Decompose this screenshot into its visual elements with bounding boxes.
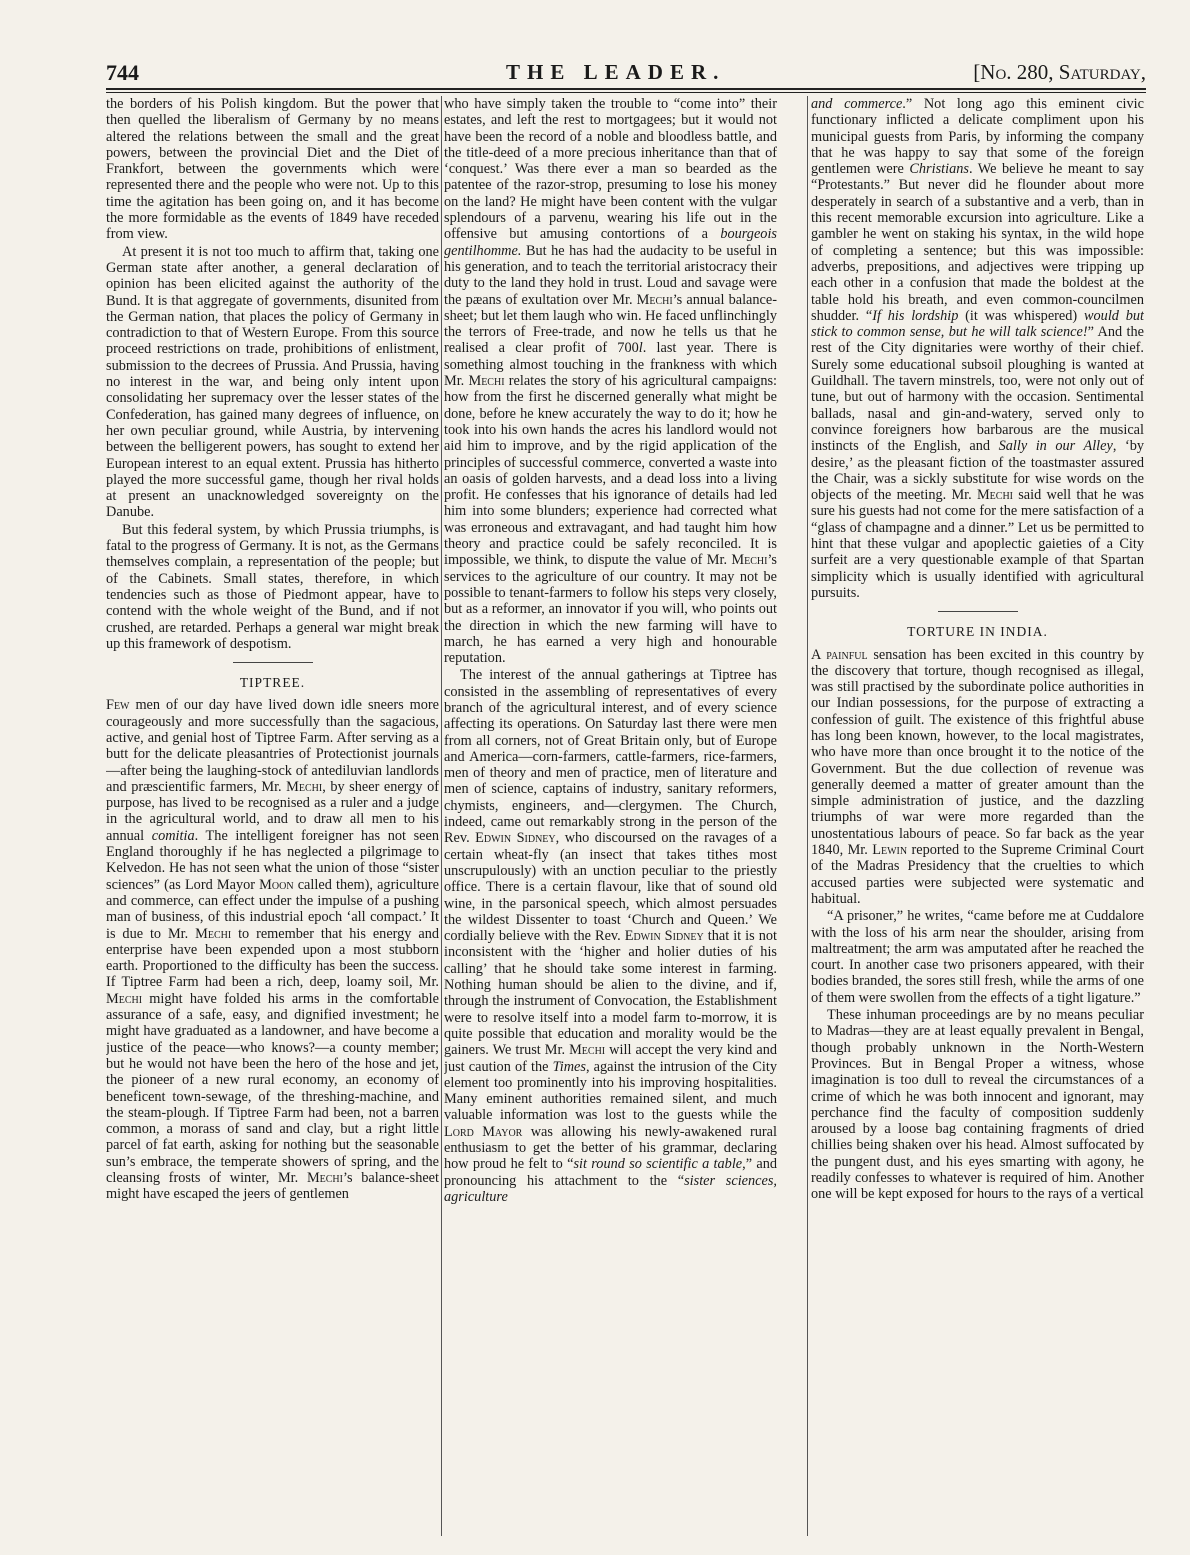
text-run: . last year. There is something almost touching in the frankness with which Mr. [444, 340, 777, 390]
italic-term: Christians [909, 161, 969, 178]
text-run: to remember that his energy and enterprise have been expended upon a most stubborn earth. Proportioned to the difficulty has been the success. If Tiptree Farm had been a rich, deep, loamy soil, Mr. [106, 925, 439, 991]
paragraph [811, 96, 1144, 601]
name-sidney: Edwin Sidney [475, 830, 556, 847]
header-rule-thin [106, 92, 1146, 93]
paragraph: At present it is not too much to affirm that, taking one German state after another, a general declaration of opinion has been elicited against the authority of the Bund. It is that aggregate of governments, disunited from the German nation, that places the policy of Germany in contradiction to that of Western Europe. From this source proceed restrictions on trade, prohibitions of enlistment, submission to the decrees of Prussia. And Prussia, having no interest in the war, and being only intent upon consolidating her supremacy over the lesser states of the Confederation, has gained many degrees of influence, on her own peculiar ground, while Austria, by intervening between the belligerent powers, has sought to extend her European interest to an equal extent. Prussia has hitherto played the more successful game, though her rival holds at present an unacknowledged sovereignty on the Danube. [106, 243, 439, 521]
name-sidney: Edwin Sidney [624, 928, 704, 945]
text-run: who have simply taken the trouble to “come into” their estates, and left the rest to mortgagees; but it would not have been the record of a noble and bloodless battle, and the title-deed of a more precious inheritance than that of ‘conquest.’ Was there ever a man so bearded as the patentee of the razor-strop, presuming to lose his money on the land? He might have been content with the vulgar splendours of a parvenu, wearing his life out in the offensive but amusing contortions of a [444, 96, 777, 243]
italic-term: sister sciences, agriculture [444, 1172, 777, 1205]
italic-term: would but stick to common sense, but he will talk science! [811, 307, 1144, 341]
text-run: ,” and pronouncing his attachment to the “ [444, 1156, 777, 1189]
italic-term: and commerce [811, 96, 903, 112]
issue-line: [No. 280, Saturday, [973, 60, 1146, 84]
page-number: 744 [106, 60, 139, 85]
paragraph [106, 697, 439, 1202]
name-mechi: Mechi [306, 1170, 343, 1186]
text-run: ’s balance-sheet might have escaped the jeers of gentlemen [106, 1170, 439, 1203]
italic-term: Times [552, 1058, 586, 1075]
name-mechi: Mechi [569, 1042, 606, 1059]
text-run: reported to the Supreme Criminal Court of the Madras Presidency that the cruelties to which accused parties were subjected were systematic and habitual. [811, 842, 1144, 907]
text-run: that it is not inconsistent with the ‘higher and holier duties of his calling’ that he should take some interest in farming. Nothing human should be alien to the divine, and if, through the instrument of Convocation, the Establishment were to resolve itself into a model farm to-morrow, it is quite possible that education and morality would be the gainers. We trust Mr. [444, 928, 777, 1059]
paragraph: These inhuman proceedings are by no means peculiar to Madras—they are at least equally prevalent in Bengal, though probably unknown in the North-Western Provinces. But in Bengal Proper a witness, whose imagination is too dull to reveal the circumstances of a crime of which he was both innocent and ignorant, may perchance find the faculty of composition suddenly aroused by a loose bag containing fragments of dried chillies being shaken over his head. Almost suffocated by the pungent dust, and his eyes smarting with agony, he readily confesses to whatever is required of him. Another one will be kept exposed for hours to the rays of a vertical [811, 1007, 1144, 1203]
header-rule [106, 88, 1146, 90]
section-rule [938, 611, 1018, 612]
name-lewin: Lewin [872, 842, 908, 859]
italic-term: l [638, 340, 643, 357]
text-run: But he has had the audacity to be useful in his generation, and to teach the territorial aristocracy their duty to the land they hold in trust. Loud and savage were the pæans of exultation over Mr. [444, 242, 777, 308]
lead-word: A painful [811, 646, 868, 663]
paragraph [444, 667, 777, 1205]
name-mechi: Mechi [636, 291, 673, 308]
section-rule [233, 662, 313, 663]
newspaper-title: THE LEADER. [506, 60, 726, 84]
text-run: . The intelligent foreigner has not seen England thoroughly if he has neglected a pilgrimage to Kelvedon. He has not seen what the union of those “sister sciences” (as Lord Mayor [106, 827, 439, 893]
text-run: ’s services to the agriculture of our country. It may not be possible to tenant-farmers to follow his steps very closely, but as a reformer, an innovator if you will, who points out the direction in which the new farming will have to march, he has earned a very high and honourable reputation. [444, 552, 777, 667]
text-run: called them), agriculture and commerce, can effect under the impulse of a pushing man of business, of this industrial epoch ‘all compact.’ It is due to Mr. [106, 876, 439, 942]
paragraph: But this federal system, by which Prussia triumphs, is fatal to the progress of Germany. It is not, as the Germans themselves complain, a representation of the people; but of the Cabinets. Small states, therefore, in which tendencies such as those of Piedmont appear, have to contend with the whole weight of the Bund, and if not crushed, are retarded. Perhaps a general war might break up this framework of despotism. [106, 521, 439, 652]
paragraph [811, 647, 1144, 908]
section-heading-tiptree: TIPTREE. [239, 675, 306, 691]
column-2 [444, 96, 777, 1536]
running-header [106, 58, 1146, 84]
italic-term: sit round so scientific a table [573, 1156, 743, 1173]
name-moon: Moon [259, 876, 294, 893]
text-run: said well that he was sure his guests had not come for the mere satisfaction of a “glass of champagne and a dinner.” Let us be permitted to hint that these vulgar and apoplectic gaieties of a City surfeit are a very questionable example of that Spartan simplicity which is usually identified with agricultural pursuits. [811, 487, 1144, 601]
name-mechi: Mechi [976, 487, 1013, 504]
section-heading-torture: TORTURE IN INDIA. [907, 624, 1048, 640]
column-3 [811, 96, 1144, 1536]
name-lord-mayor: Lord Mayor [444, 1123, 523, 1140]
text-run: ’s annual balance-sheet; but let them laugh who win. He faced unflinchingly the terrors of Free-trade, and now he tells us that he realised a clear profit of 700 [444, 291, 777, 357]
text-run: ” And the rest of the City dignitaries were worthy of their chief. Surely some educational subsoil ploughing is wanted at Guildhall. The tavern minstrels, too, were not only out of tune, but out of harmony with the occasion. Sentimental ballads, nasal and gin-and-watery, served only to convince foreigners how barbarous are the musical instincts of the English, and [811, 324, 1144, 455]
text-run: might have folded his arms in the comfortable assurance of a safe, easy, and dignified investment; he might have graduated as a landowner, and have become a justice of the peace—who knows?—a county member; but he would not have been the hero of the hose and jet, the pioneer of a new rural economy, an economy of beneficent town-sewage, of the threshing-machine, and the steam-plough. If Tiptree Farm had been, not a barren common, a morass of sand and clay, but a right little parcel of fat earth, asking for nothing but the seasonable sun’s embrace, the temperate showers of spring, and the cleansing frosts of winter, Mr. [106, 990, 439, 1186]
text-run: will accept the very kind and just caution of the [444, 1042, 777, 1075]
text-run: , ‘by desire,’ as the pleasant fiction of the toastmaster assured the Chair, was a sickly substitute for wise words on the objects of the meeting. Mr. [811, 438, 1144, 504]
text-run: sensation has been excited in this country by the discovery that torture, though recognised as illegal, was still practised by the subordinate police authorities in our Indian possessions, for the purpose of extracting a confession of guilt. The existence of this frightful abuse has long been known, however, to the local magistrates, who have more than once brought it to the notice of the Government. But the due collection of revenue was generally deemed a matter of greater amount than the simple administration of justice, and the dazzling triumphs of war were more regarded than the unostentatious labours of peace. So far back as the year 1840, Mr. [811, 646, 1144, 859]
text-run: , against the intrusion of the City element too prominently into his improving hospitalities. Many eminent authorities remained silent, and much valuable information was lost to the guests while the [444, 1058, 777, 1124]
text-run: (it was whispered) [958, 307, 1084, 324]
column-1 [106, 96, 439, 1536]
name-mechi: Mechi [195, 925, 232, 942]
text-run: , who discoursed on the ravages of a certain wheat-fly (an insect that takes tithes most unscrupulously) with an unction peculiar to the priestly office. There is a certain flavour, like that of sound old wine, in the parsonical speech, which almost persuades the wildest Dissenter to toast ‘Church and Queen.’ We cordially believe with the Rev. [444, 830, 777, 945]
paragraph [444, 96, 777, 666]
name-mechi: Mechi [468, 373, 505, 390]
name-mechi: Mechi [731, 552, 768, 569]
paragraph: the borders of his Polish kingdom. But the power that then quelled the liberalism of Germany by no means altered the relations between the small and the great powers, between the provincial Diet and the Diet of Frankfort, between the governments which were represented there and the people who were not. Up to this time the agitation has been going on, and it has become the more formidable as the events of 1849 have receded from view. [106, 96, 439, 243]
name-mechi: Mechi [106, 990, 143, 1007]
name-mechi: Mechi [286, 778, 323, 795]
italic-term: bourgeois gentilhomme. [444, 226, 777, 259]
paragraph: “A prisoner,” he writes, “came before me at Cuddalore with the loss of his arm near the shoulder, arising from maltreatment; the arm was amputated after he reached the court. In another case two prisoners appeared, with their bodies branded, the sores still fresh, while the arms of one of them were swollen from the effects of a tight ligature.” [811, 908, 1144, 1006]
text-run: .” Not long ago this eminent civic functionary inflicted a delicate compliment upon his municipal guests from Paris, by informing the company that he was happy to say that some of the foreign gentlemen were [811, 96, 1144, 178]
text-run: . We believe he meant to say “Protestants.” But never did he flounder about more desperately in search of a substantive and a verb, than in this recent memorable excursion into agriculture. Like a gambler he went on staking his syntax, in the wild hope of completing a sentence; but this was impossible: adverbs, prepositions, and adjectives were tripping up each other in a confusion that made the boldest at the table hold his breath, and even common-councilmen shudder. “ [811, 161, 1144, 324]
column-divider [807, 96, 808, 1536]
text-run: was allowing his newly-awakened rural enthusiasm to get the better of his grammar, declaring how proud he felt to “ [444, 1123, 777, 1173]
text-run: , by sheer energy of purpose, has lived to be recognised as a ruler and a judge in the agricultural world, and to draw all men to his annual [106, 778, 439, 844]
italic-term: Sally in our Alley [998, 438, 1113, 455]
text-run: men of our day have lived down idle sneers more courageously and more successfully than the sagacious, active, and genial host of Tiptree Farm. After serving as a butt for the delicate pleasantries of Protectionist journals—after being the laughing-stock of antediluvian landlords and præscientific farmers, Mr. [106, 697, 439, 795]
text-run: relates the story of his agricultural campaigns: how from the first he discerned generally what might be done, before he knew accurately the way to do it; how he took into his own hands the acres his landlord would not aid him to improve, and by the rigid application of the principles of successful commerce, converted a waste into an oasis of golden harvests, and a dead loss into a living profit. He confesses that his ignorance of details had led him into some blunders; experience had corrected what was erroneous and extravagant, and had taught him how theory and practice could be safely reconciled. It is impossible, we think, to dispute the value of Mr. [444, 373, 777, 569]
italic-term: comitia [151, 827, 195, 844]
text-run: The interest of the annual gatherings at Tiptree has consisted in the assembling of representatives of every branch of the agricultural interest, and of every science affecting its operations. On Saturday last there were men from all corners, not of Great Britain only, but of Europe and America—corn-farmers, cattle-farmers, rice-farmers, men of theory and men of practice, men of literature and men of science, captains of industry, sanitary reformers, chymists, engineers, and—clergymen. The Church, indeed, came out remarkably strong in the person of the Rev. [444, 667, 777, 847]
column-divider [441, 96, 442, 1536]
italic-term: If his lordship [872, 307, 959, 324]
lead-word: Few [106, 697, 130, 714]
